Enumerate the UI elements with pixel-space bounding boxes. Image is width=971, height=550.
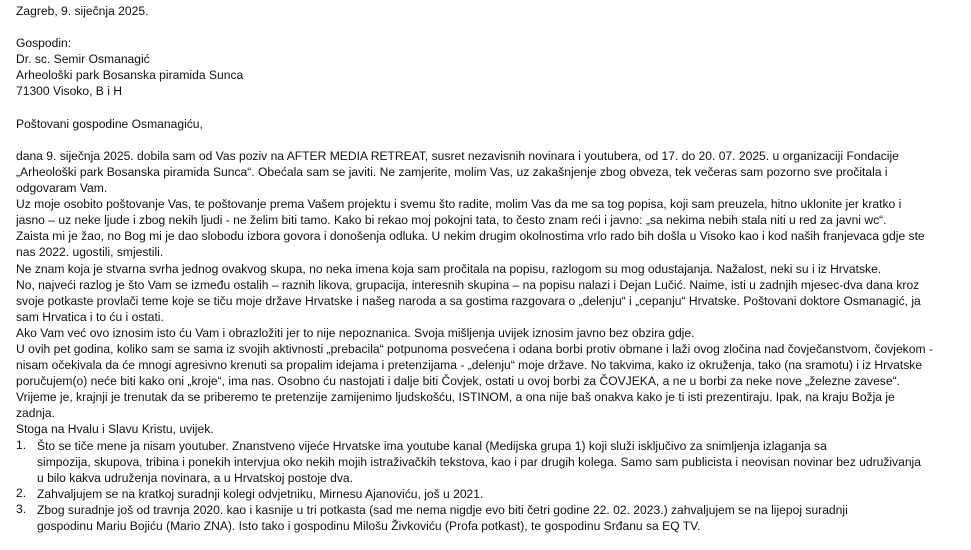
list-item-line: gospodinu Mariu Bojiću (Mario ZNA). Isto tako i gospodinu Milošu Živkoviću (Profa potkast), te gospodinu Srđanu sa EQ TV. [37, 519, 701, 533]
body-line: „Arheološki park Bosanska piramida Sunca“. Obećala sam se javiti. Ne zamjerite, molim Vas, uz zakašnjenje zbog obveza, tek večeras sam pozorno sve pročitala i [16, 164, 888, 179]
body-line: Stoga na Hvalu i Slavu Kristu, uvijek. [16, 422, 214, 437]
list-number: 2. [16, 485, 27, 500]
recipient-name: Dr. sc. Semir Osmanagić [16, 52, 150, 67]
list-number: 1. [16, 437, 27, 452]
list-item [16, 438, 965, 486]
list-item-line: u bilo kakva udruženja novinara, a u Hrvatskoj postoje dva. [37, 470, 353, 485]
numbered-list [16, 438, 965, 535]
body-line: Zaista mi je žao, no Bog mi je dao slobodu izbora govora i donošenja odluka. U nekim drugim okolnostima vrlo rado bih došla u Visoko kao i kod naših franjevaca gdje ste [16, 229, 925, 244]
body-line: Ako Vam već ovo iznosim isto ću Vam i obrazložiti jer to nije nepoznanica. Svoja mišljenja uvijek iznosim javno bez obzira gdje. [16, 325, 695, 340]
list-item-line: simpozija, skupova, tribina i ponekih intervjua oko nekih mojih istraživačkih tekstova, kao i par drugih kolega. Samo sam publicista i neovisan novinar bez udruživanja [37, 454, 921, 469]
body-line: sam Hrvatica i to ću i ostati. [16, 309, 164, 324]
body-line: Vrijeme je, krajnji je trenutak da se priberemo te pretenzije zamijenimo ljudskošću, ISTINOM, a ona nije baš onakva kako je ti isti prezentiraju. Ipak, na kraju Božja je [16, 390, 895, 405]
recipient-organization: Arheološki park Bosanska piramida Sunca [16, 68, 244, 83]
body-line: odgovaram Vam. [16, 181, 108, 196]
body-line: nisam očekivala da će mnogi agresivno krenuti sa propalim idejama i pretenzijama - „delenju“ moje države. No takvima, kako iz okruženja, tako (na sramotu) i iz Hrvatske [16, 358, 923, 373]
letter-greeting: Poštovani gospodine Osmanagiću, [16, 116, 203, 131]
body-line: jasno – uz neke ljude i zbog nekih ljudi - ne želim biti tamo. Kako bi rekao moj pokojni tata, to često znam reći i javno: „sa nekima nebih stala niti u red za javni wc“. [16, 213, 887, 228]
recipient-block [16, 35, 965, 99]
body-line: zadnja. [16, 406, 55, 421]
list-item [16, 502, 965, 534]
list-item-line: Što se tiče mene ja nisam youtuber. Znanstveno vijeće Hrvatske ima youtube kanal (Medijska grupa 1) koji služi isključivo za snimljenja izlaganja sa [37, 438, 827, 453]
recipient-city: 71300 Visoko, B i H [16, 84, 122, 99]
recipient-salutation: Gospodin: [16, 36, 72, 51]
body-line: Uz moje osobito poštovanje Vas, te poštovanje prema Vašem projektu i svemu što radite, molim Vas da me sa tog popisa, koji sam preuzela, hitno uklonite jer kratko i [16, 197, 902, 212]
blank-line [16, 100, 965, 116]
letter-body [16, 148, 965, 438]
letter-date: Zagreb, 9. siječnja 2025. [16, 4, 149, 18]
body-line: dana 9. siječnja 2025. dobila sam od Vas poziv na AFTER MEDIA RETREAT, susret nezavisnih novinara i youtubera, od 17. do 20. 07. 2025. u organizaciji Fondacije [16, 148, 899, 163]
list-item [16, 486, 965, 502]
blank-line [16, 132, 965, 148]
body-line: U ovih pet godina, koliko sam se sama iz svojih aktivnosti „prebacila“ potpunoma posvećena i odana borbi protiv obmane i laži ovog zločina nad čovječanstvom, čovjekom - [16, 341, 933, 356]
body-line: nas 2022. ugostili, smjestili. [16, 245, 164, 260]
body-line: No, najveći razlog je što Vam se između ostalih – raznih likova, grupacija, interesnih skupina – na popisu nalazi i Dejan Lučić. Naime, isti u zadnjih mjesec-dva dana kroz [16, 277, 920, 292]
body-line: poručujem(o) neće biti kako oni „kroje“, ima nas. Osobno ću nastojati i dalje biti Čovjek, ostati u ovoj borbi za ČOVJEKA, a ne u borbi za neke nove „železne zavese“. [16, 374, 900, 389]
body-line: svoje potkaste provlači teme koje se tiču moje države Hrvatske i našeg naroda a sa gostima razgovara o „delenju“ i „cepanju“ Hrvatske. Poštovani doktore Osmanagić, ja [16, 293, 921, 308]
list-item-line: Zbog suradnje još od travnja 2020. kao i kasnije u tri potkasta (sad me nema nigdje evo biti četri godine 22. 02. 2023.) zahvaljujem se na lijepoj suradnji [37, 502, 848, 517]
list-number: 3. [16, 501, 27, 516]
body-line: Ne znam koja je stvarna svrha jednog ovakvog skupa, no neka imena koja sam pročitala na popisu, razlogom su mog odustajanja. Nažalost, neki su i iz Hrvatske. [16, 261, 882, 276]
list-item-line: Zahvaljujem se na kratkoj suradnji kolegi odvjetniku, Mirnesu Ajanoviću, još u 2021. [37, 486, 484, 501]
blank-line [16, 19, 965, 35]
